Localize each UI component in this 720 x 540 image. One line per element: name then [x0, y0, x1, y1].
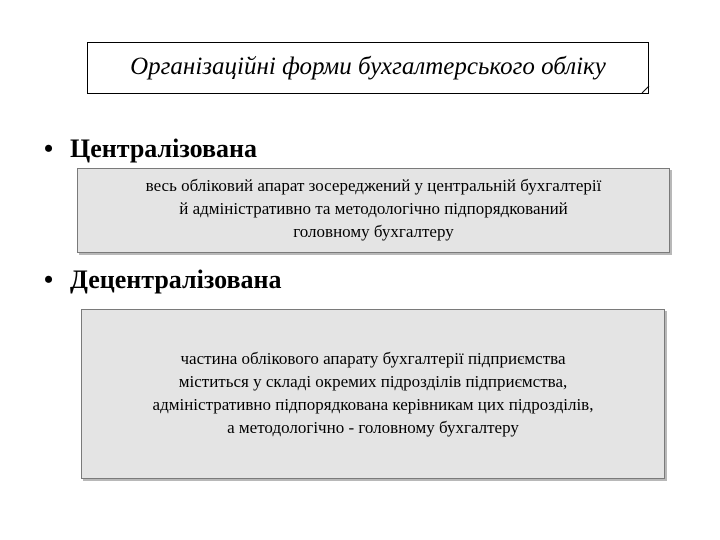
section-centralized [44, 134, 257, 164]
slide-title: Організаційні форми бухгалтерського обліку [130, 53, 606, 80]
description-box-centralized [77, 168, 670, 253]
description-line: міститься у складі окремих підрозділів підприємства, [178, 372, 568, 391]
description-text-centralized [78, 174, 669, 243]
description-box-decentralized [81, 309, 665, 479]
description-line: адміністративно підпорядкована керівникам цих підрозділів, [152, 395, 594, 414]
section-decentralized [44, 265, 282, 295]
bullet-icon: • [44, 134, 54, 163]
description-line: весь обліковий апарат зосереджений у центральній бухгалтерії [145, 176, 602, 195]
description-line: частина облікового апарату бухгалтерії підприємства [180, 349, 566, 368]
description-text-decentralized [82, 347, 664, 439]
section-heading-centralized: Централізована [70, 134, 258, 163]
description-line: й адміністративно та методологічно підпорядкований [179, 199, 568, 218]
corner-mark-icon [640, 84, 650, 94]
description-line: головному бухгалтеру [293, 222, 454, 241]
description-line: а методологічно - головному бухгалтеру [227, 418, 519, 437]
bullet-icon: • [44, 265, 54, 294]
section-heading-decentralized: Децентралізована [70, 265, 282, 294]
